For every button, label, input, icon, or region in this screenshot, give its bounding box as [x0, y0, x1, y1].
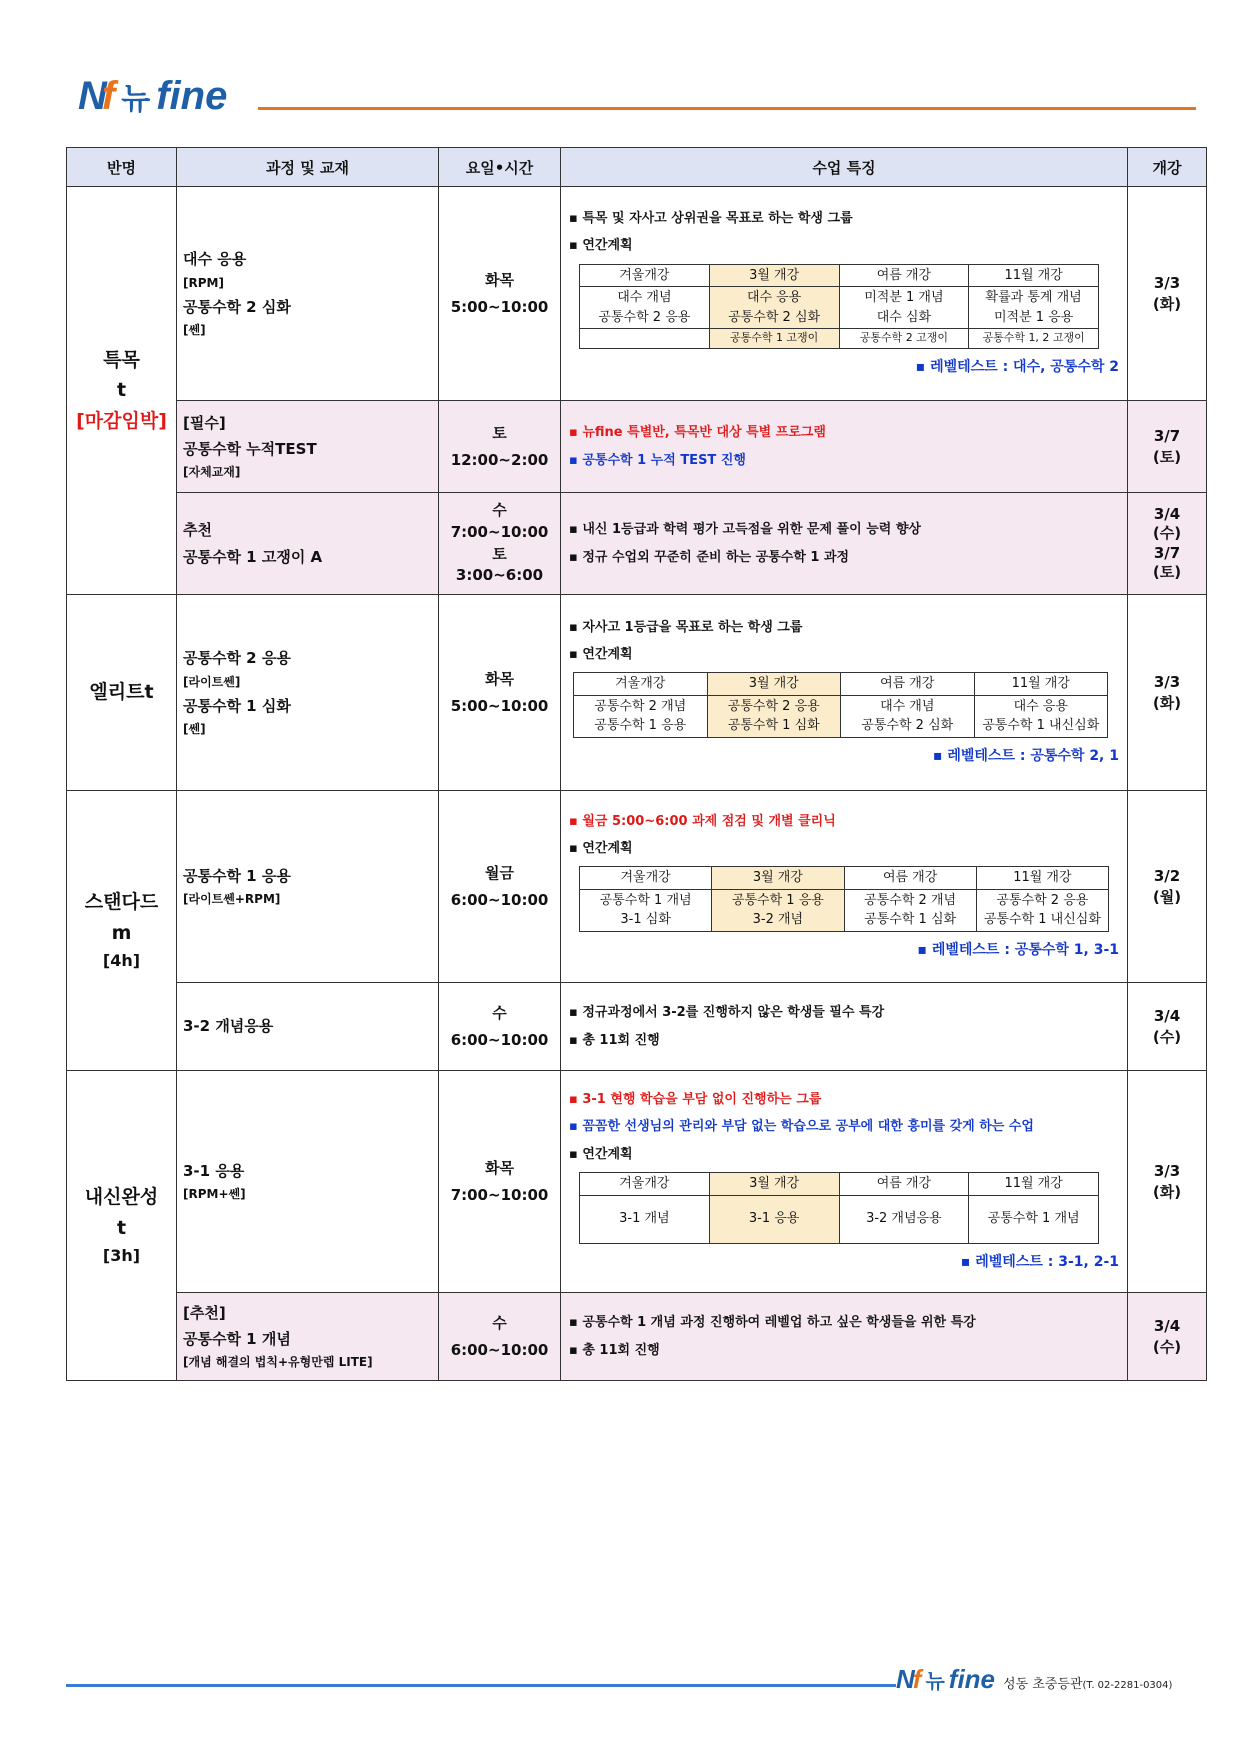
plan-row [580, 329, 1099, 349]
class-days: 수 [492, 501, 507, 519]
table-row [67, 983, 1207, 1071]
feature-item: ▪ 공통수학 1 개념 과정 진행하여 레벨업 하고 싶은 학생들을 위한 특강 [569, 1309, 1119, 1336]
open-day: (수) [1152, 524, 1182, 542]
open-cell [1128, 1071, 1207, 1293]
class-mark: t [116, 379, 127, 402]
feature-item: ▪ 연간계획 [569, 1141, 1119, 1168]
course-cell [177, 187, 439, 401]
feature-item: ▪ 월금 5:00~6:00 과제 점검 및 개별 클리닉 [569, 808, 1119, 835]
plan-cell [580, 329, 710, 349]
footer-branch: 성동 초중등관 [1003, 1677, 1083, 1692]
feature-item: ▪ 내신 1등급과 학력 평가 고득점을 위한 문제 풀이 능력 향상 [569, 516, 1119, 543]
plan-cell: 3월 개강 [712, 867, 844, 890]
course-cell [177, 493, 439, 595]
annual-plan-table [579, 264, 1099, 349]
plan-cell: 3월 개강 [709, 264, 839, 287]
plan-cell: 11월 개강 [976, 867, 1108, 890]
open-date: 3/4 [1153, 504, 1181, 523]
open-cell [1128, 791, 1207, 983]
feature-item: ▪ 3-1 현행 학습을 부담 없이 진행하는 그룹 [569, 1086, 1119, 1113]
open-day: (월) [1152, 887, 1182, 906]
header-time: 요일•시간 [439, 148, 561, 187]
plan-cell [707, 695, 841, 737]
class-mark: t [116, 1216, 127, 1239]
open-cell [1128, 595, 1207, 791]
plan-cell [974, 695, 1108, 737]
open-day: (수) [1152, 1027, 1182, 1046]
class-name: 특목 [103, 348, 140, 371]
annual-plan-table [579, 1172, 1099, 1244]
footer-logo-mark-f: f [912, 1664, 922, 1694]
table-row [67, 1071, 1207, 1293]
plan-row [580, 1195, 1099, 1243]
course-name: 공통수학 누적TEST [183, 440, 317, 458]
class-name: 스탠다드 [84, 891, 159, 914]
class-hours: 5:00~10:00 [450, 696, 549, 715]
class-hours: 6:00~10:00 [450, 1340, 549, 1359]
class-hours: 12:00~2:00 [450, 450, 549, 469]
plan-cell: 공통수학 1 개념 [969, 1195, 1099, 1243]
plan-header-row [574, 673, 1108, 696]
plan-text: 공통수학 1 심화 [727, 718, 820, 734]
class-hours: 6:00~10:00 [450, 890, 549, 909]
plan-cell: 11월 개강 [974, 673, 1108, 696]
open-cell [1128, 983, 1207, 1071]
plan-text: 공통수학 2 심화 [728, 309, 821, 325]
open-date: 3/2 [1153, 866, 1181, 885]
time-cell [439, 791, 561, 983]
annual-plan-table [573, 672, 1108, 738]
plan-text: 대수 응용 [746, 290, 802, 306]
open-cell [1128, 187, 1207, 401]
level-test-note: ▪ 레벨테스트 : 대수, 공통수학 2 [915, 358, 1119, 375]
table-header-row [67, 148, 1207, 187]
plan-text: 대수 개념 [880, 698, 935, 714]
time-cell [439, 493, 561, 595]
feature-item: ▪ 정규과정에서 3-2를 진행하지 않은 학생들 필수 특강 [569, 999, 1119, 1026]
open-cell [1128, 401, 1207, 493]
class-note: [4h] [102, 951, 141, 971]
feature-item: ▪ 공통수학 1 누적 TEST 진행 [569, 447, 1119, 474]
plan-header-row [580, 867, 1109, 890]
plan-text: 공통수학 1 내신심화 [983, 912, 1101, 928]
time-cell [439, 187, 561, 401]
feature-item: ▪ 총 11회 진행 [569, 1027, 1119, 1054]
feature-cell [561, 791, 1128, 983]
table-row [67, 791, 1207, 983]
table-row [67, 595, 1207, 791]
class-days: 월금 [485, 864, 514, 883]
plan-text: 공통수학 2 응용 [996, 892, 1089, 908]
plan-text: 대수 개념 [617, 290, 672, 306]
plan-text: 공통수학 2 개념 [594, 698, 687, 714]
plan-text: 미적분 1 개념 [864, 290, 944, 306]
class-name: 엘리트t [89, 681, 154, 704]
class-note: [마감임박] [76, 409, 167, 432]
plan-text: 공통수학 1 응용 [594, 718, 687, 734]
class-note: [3h] [102, 1246, 141, 1266]
plan-cell: 3월 개강 [707, 673, 841, 696]
class-name-cell [67, 595, 177, 791]
class-days: 토 [492, 424, 507, 443]
course-book: [라이트쎈+RPM] [183, 892, 281, 907]
plan-text: 공통수학 1 심화 [864, 912, 957, 928]
header-divider [258, 107, 1196, 110]
open-cell [1128, 493, 1207, 595]
plan-cell [844, 889, 976, 931]
plan-cell: 3-2 개념응용 [839, 1195, 969, 1243]
plan-cell: 3-1 응용 [709, 1195, 839, 1243]
plan-cell [580, 287, 710, 329]
class-mark: m [111, 921, 132, 944]
plan-text: 대수 응용 [1013, 698, 1068, 714]
course-name: 공통수학 1 응용 [183, 866, 291, 885]
plan-text: 확률과 통계 개념 [985, 290, 1082, 306]
course-name: 공통수학 1 고쟁이 A [183, 547, 323, 566]
open-day: (수) [1152, 1337, 1182, 1356]
class-days: 화목 [485, 670, 514, 689]
annual-plan-table [579, 866, 1109, 932]
course-book: [RPM] [183, 275, 224, 290]
open-date: 3/3 [1153, 672, 1181, 691]
footer-brand-en: fine [948, 1664, 996, 1694]
logo-brand-en: fine [156, 73, 228, 118]
class-days: 토 [492, 544, 507, 563]
course-cell [177, 1293, 439, 1381]
open-day: (토) [1152, 447, 1182, 466]
footer-brand-ko: 뉴 [925, 1669, 945, 1693]
plan-cell [976, 889, 1108, 931]
course-cell [177, 401, 439, 493]
plan-cell: 겨울개강 [580, 867, 712, 890]
class-hours: 7:00~10:00 [450, 522, 549, 541]
course-name: 공통수학 1 심화 [183, 696, 291, 715]
feature-item: ▪ 뉴fine 특별반, 특목반 대상 특별 프로그램 [569, 419, 1119, 446]
plan-text: 공통수학 2 개념 [864, 892, 957, 908]
plan-cell: 공통수학 1, 2 고쟁이 [969, 329, 1099, 349]
course-book: [RPM+쎈] [183, 1187, 246, 1202]
plan-text: 공통수학 2 심화 [861, 718, 954, 734]
plan-cell: 11월 개강 [969, 1173, 1099, 1196]
plan-text: 공통수학 2 응용 [727, 698, 820, 714]
open-cell [1128, 1293, 1207, 1381]
open-day: (화) [1152, 693, 1182, 712]
class-days: 수 [492, 1314, 507, 1333]
level-test-note: ▪ 레벨테스트 : 공통수학 1, 3-1 [917, 941, 1119, 958]
feature-cell [561, 595, 1128, 791]
plan-text: 공통수학 1 내신심화 [982, 718, 1100, 734]
course-name: 3-1 응용 [183, 1161, 245, 1180]
course-name: 3-2 개념응용 [183, 1017, 274, 1036]
time-cell [439, 595, 561, 791]
class-name: 내신완성 [84, 1186, 159, 1209]
time-cell [439, 983, 561, 1071]
class-days: 화목 [485, 271, 514, 290]
plan-cell: 겨울개강 [574, 673, 708, 696]
class-days: 화목 [485, 1159, 514, 1178]
course-tag: 추천 [183, 521, 212, 540]
class-name-cell [67, 1071, 177, 1381]
logo-brand-ko: 뉴 [121, 82, 151, 117]
open-date: 3/4 [1153, 1006, 1181, 1025]
feature-item: ▪ 연간계획 [569, 232, 1119, 259]
class-hours: 7:00~10:00 [450, 1185, 549, 1204]
plan-text: 공통수학 2 응용 [598, 309, 691, 325]
feature-item: ▪ 꼼꼼한 선생님의 관리와 부담 없는 학습으로 공부에 대한 흥미를 갖게 하는 수업 [569, 1113, 1119, 1140]
plan-cell: 3-1 개념 [580, 1195, 710, 1243]
plan-cell: 여름 개강 [839, 1173, 969, 1196]
plan-cell: 여름 개강 [841, 673, 975, 696]
level-test-note: ▪ 레벨테스트 : 3-1, 2-1 [960, 1253, 1119, 1270]
table-row [67, 401, 1207, 493]
feature-item: ▪ 총 11회 진행 [569, 1337, 1119, 1364]
class-hours: 6:00~10:00 [450, 1030, 549, 1049]
plan-text: 공통수학 1 개념 [599, 892, 692, 908]
schedule-table [66, 147, 1207, 1381]
plan-text: 대수 심화 [876, 309, 932, 325]
feature-item: ▪ 특목 및 자사고 상위권을 목표로 하는 학생 그룹 [569, 205, 1119, 232]
course-name: 공통수학 2 심화 [183, 297, 291, 316]
course-name: 대수 응용 [183, 250, 247, 269]
plan-text: 공통수학 1 응용 [731, 892, 824, 908]
time-cell [439, 1293, 561, 1381]
time-cell [439, 401, 561, 493]
open-date: 3/3 [1153, 1161, 1181, 1180]
plan-row [580, 889, 1109, 931]
brand-logo [78, 66, 227, 126]
plan-cell: 11월 개강 [969, 264, 1099, 287]
footer-brand [896, 1664, 1172, 1695]
course-cell [177, 983, 439, 1071]
course-book: [쎈] [183, 322, 206, 337]
open-day: (토) [1152, 563, 1182, 581]
course-name: 공통수학 2 응용 [183, 649, 291, 668]
plan-cell [712, 889, 844, 931]
open-day: (화) [1152, 294, 1182, 313]
plan-cell: 여름 개강 [839, 264, 969, 287]
plan-cell: 공통수학 1 고쟁이 [709, 329, 839, 349]
open-date: 3/7 [1153, 426, 1181, 445]
footer-divider [66, 1684, 896, 1687]
plan-row [574, 695, 1108, 737]
feature-cell [561, 187, 1128, 401]
course-book: [쎈] [183, 721, 206, 736]
plan-text: 3-2 개념 [752, 912, 804, 928]
plan-cell: 겨울개강 [580, 264, 710, 287]
course-book: [개념 해결의 법칙+유형만렙 LITE] [183, 1355, 373, 1370]
course-cell [177, 791, 439, 983]
level-test-note: ▪ 레벨테스트 : 공통수학 2, 1 [933, 747, 1119, 764]
plan-text: 미적분 1 응용 [993, 309, 1074, 325]
plan-cell: 공통수학 2 고쟁이 [839, 329, 969, 349]
plan-cell: 여름 개강 [844, 867, 976, 890]
plan-cell [709, 287, 839, 329]
course-cell [177, 595, 439, 791]
plan-cell [580, 889, 712, 931]
open-date: 3/4 [1153, 1316, 1181, 1335]
plan-cell [574, 695, 708, 737]
open-day: (화) [1152, 1182, 1182, 1201]
open-date: 3/3 [1153, 273, 1181, 292]
feature-item: ▪ 정규 수업외 꾸준히 준비 하는 공통수학 1 과정 [569, 544, 1119, 571]
course-book: [라이트쎈] [183, 674, 241, 689]
plan-cell: 3월 개강 [709, 1173, 839, 1196]
feature-cell [561, 401, 1128, 493]
plan-cell [839, 287, 969, 329]
class-hours: 5:00~10:00 [450, 297, 549, 316]
header-class: 반명 [67, 148, 177, 187]
class-name-cell [67, 187, 177, 595]
plan-row [580, 287, 1099, 329]
logo-mark-f: f [101, 73, 116, 118]
plan-cell: 겨울개강 [580, 1173, 710, 1196]
table-row [67, 187, 1207, 401]
feature-item: ▪ 연간계획 [569, 835, 1119, 862]
feature-item: ▪ 자사고 1등급을 목표로 하는 학생 그룹 [569, 614, 1119, 641]
plan-cell [969, 287, 1099, 329]
header-feature: 수업 특징 [561, 148, 1128, 187]
class-name-cell [67, 791, 177, 1071]
course-book: [자체교재] [183, 465, 241, 480]
header-open: 개강 [1128, 148, 1207, 187]
footer-logo-mark-n: N [896, 1664, 913, 1694]
plan-header-row [580, 1173, 1099, 1196]
plan-text: 3-1 심화 [620, 912, 671, 928]
feature-cell [561, 983, 1128, 1071]
course-name: 공통수학 1 개념 [183, 1330, 291, 1348]
feature-cell [561, 493, 1128, 595]
plan-cell [841, 695, 975, 737]
logo-mark-n: N [78, 73, 104, 118]
open-date: 3/7 [1153, 543, 1181, 562]
course-cell [177, 1071, 439, 1293]
table-row [67, 1293, 1207, 1381]
header-course: 과정 및 교재 [177, 148, 439, 187]
class-hours: 3:00~6:00 [455, 566, 544, 585]
feature-cell [561, 1071, 1128, 1293]
feature-item: ▪ 연간계획 [569, 641, 1119, 668]
class-days: 수 [492, 1004, 507, 1023]
time-cell [439, 1071, 561, 1293]
plan-header-row [580, 264, 1099, 287]
footer-phone: (T. 02-2281-0304) [1082, 1680, 1173, 1691]
table-row [67, 493, 1207, 595]
course-tag: [필수] [183, 413, 226, 432]
course-tag: [추천] [183, 1303, 226, 1322]
feature-cell [561, 1293, 1128, 1381]
